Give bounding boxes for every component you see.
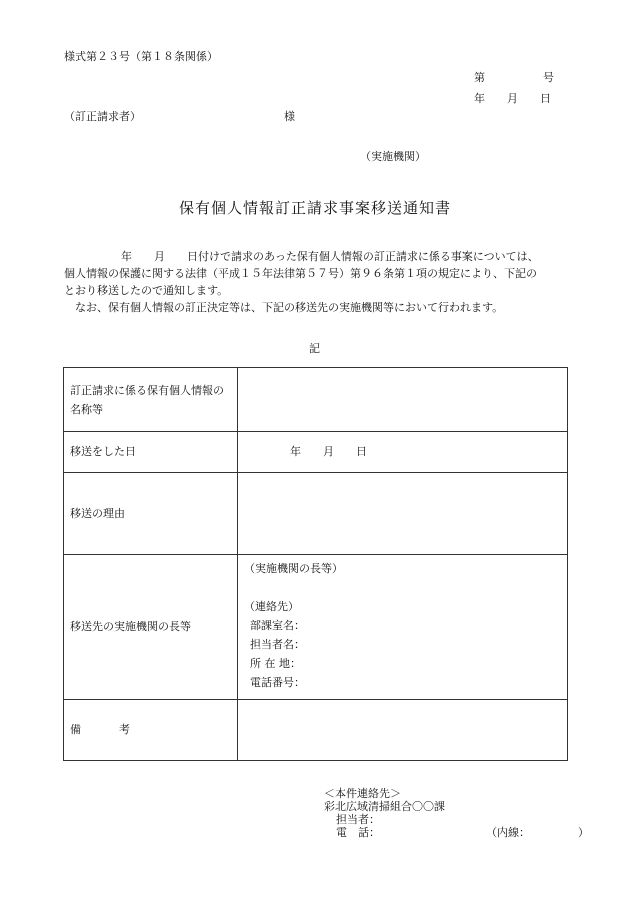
destination-dept: 部課室名： — [250, 619, 305, 632]
row-label-destination: 移送先の実施機関の長等 — [64, 555, 238, 700]
row-label-transfer-date: 移送をした日 — [64, 432, 238, 473]
body-line-1 — [64, 248, 584, 265]
destination-contact: （連絡先） — [244, 600, 299, 613]
row-label-transfer-reason: 移送の理由 — [64, 473, 238, 555]
destination-address: 所 在 地： — [250, 657, 301, 670]
row-label-info-name: 訂正請求に係る保有個人情報の名称等 — [64, 368, 238, 432]
agency-label: （実施機関） — [360, 150, 426, 163]
footer-phone: 電 話： — [336, 826, 380, 839]
requester-label: （訂正請求者） — [64, 110, 141, 123]
table-row — [64, 555, 568, 700]
transfer-day: 日 — [356, 445, 367, 459]
destination-phone: 電話番号： — [250, 676, 305, 689]
issue-number-prefix: 第 — [474, 71, 485, 84]
ki-heading: 記 — [309, 342, 320, 355]
issue-date-year: 年 — [474, 92, 485, 105]
transfer-year: 年 — [290, 445, 301, 459]
body-year: 年 — [121, 250, 132, 263]
honorific: 様 — [284, 110, 295, 123]
body-month: 月 — [154, 250, 165, 263]
destination-person: 担当者名： — [250, 638, 305, 651]
issue-date-day: 日 — [540, 92, 551, 105]
form-number: 様式第２３号（第１８条関係） — [64, 50, 218, 63]
transfer-month: 月 — [323, 445, 334, 459]
table-row — [64, 368, 568, 432]
row-label-remarks: 備 考 — [64, 700, 238, 761]
footer-extension: （内線： ） — [486, 826, 589, 839]
row-value-transfer-reason — [238, 473, 568, 555]
issue-date — [474, 92, 551, 106]
body-line-1-rest: 日付けで請求のあった保有個人情報の訂正請求に係る事案については、 — [187, 250, 539, 263]
footer-phone-line — [324, 826, 589, 839]
document-title: 保有個人情報訂正請求事案移送通知書 — [178, 199, 451, 217]
table-row — [64, 700, 568, 761]
issue-number — [474, 71, 554, 85]
details-table — [63, 367, 568, 761]
contact-footer — [324, 787, 589, 839]
table-row — [64, 432, 568, 473]
footer-person: 担当者： — [336, 813, 380, 826]
body-line-2: 個人情報の保護に関する法律（平成１５年法律第５７号）第９６条第１項の規定により、下記の — [64, 267, 537, 280]
row-value-transfer-date — [238, 432, 568, 473]
table-row — [64, 473, 568, 555]
footer-heading: ＜本件連絡先＞ — [324, 787, 401, 800]
body-line-3: とおり移送したので通知します。 — [64, 284, 229, 297]
destination-head: （実施機関の長等） — [244, 562, 343, 575]
row-value-info-name — [238, 368, 568, 432]
row-value-remarks — [238, 700, 568, 761]
row-value-destination — [238, 555, 568, 700]
body-line-4: なお、保有個人情報の訂正決定等は、下記の移送先の実施機関等において行われます。 — [75, 301, 504, 314]
body-text — [64, 248, 584, 316]
footer-org: 彩北広域清掃組合〇〇課 — [324, 800, 445, 813]
issue-date-month: 月 — [507, 92, 518, 105]
issue-number-suffix: 号 — [543, 71, 554, 84]
